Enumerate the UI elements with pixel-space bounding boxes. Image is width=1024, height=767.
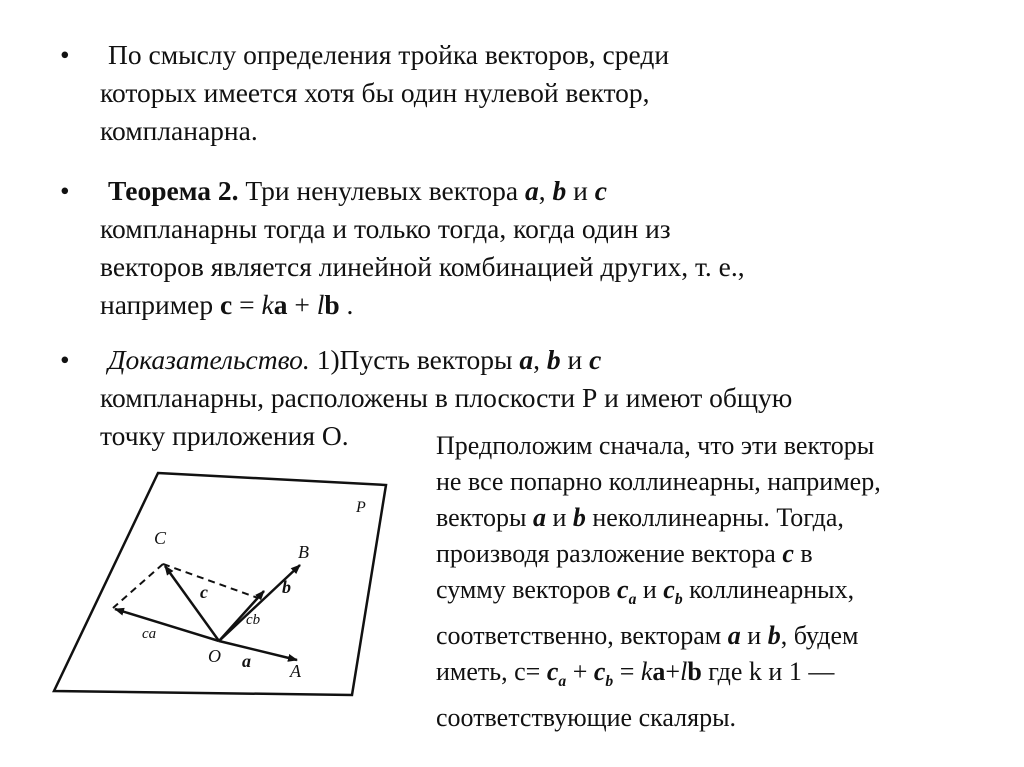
bullet-1-line-1: По смыслу определения тройка векторов, среди <box>108 39 670 70</box>
vector-c: c <box>589 344 602 375</box>
vector-a: a <box>519 344 534 375</box>
side-line-6: соответственно, векторам a и b, будем <box>436 621 859 651</box>
side-paragraph <box>436 428 1006 736</box>
theorem-label: Теорема 2. <box>108 175 239 206</box>
bullet-2-line-2: компланарны тогда и только тогда, когда один из <box>100 213 671 244</box>
point-label-o: O <box>208 646 221 666</box>
bullet-1 <box>60 36 990 150</box>
vector-b: b <box>552 175 567 206</box>
side-line-8: соответствующие скаляры. <box>436 703 737 733</box>
bullet-dot: • <box>60 175 70 206</box>
bullet-2-line-1: Теорема 2. Три ненулевых вектора a, b и c <box>108 175 607 206</box>
bullet-2 <box>60 172 990 324</box>
side-line-1: Предположим сначала, что эти векторы <box>436 431 875 460</box>
vector-label-c: c <box>200 582 208 602</box>
plane-label-p: P <box>356 499 366 516</box>
vector-label-ca: ca <box>142 626 157 642</box>
vector-label-a: a <box>242 651 251 671</box>
bullet-2-line-4: например c = ka + lb . <box>100 289 354 320</box>
side-line-2: не все попарно коллинеарны, например, <box>436 467 881 496</box>
proof-label: Доказательство. <box>108 344 310 375</box>
side-line-3: векторы a и b неколлинеарны. Тогда, <box>436 503 844 532</box>
vector-a-line <box>219 641 297 660</box>
side-line-5: сумму векторов $c_a$ и $c_b$ коллинеарных, <box>436 575 855 609</box>
vector-c: c <box>594 175 607 206</box>
vector-ca-line <box>115 609 219 641</box>
vector-a: a <box>524 175 539 206</box>
bullet-3-line-2: компланарны, расположены в плоскости Р и имеют общую <box>100 382 793 413</box>
vector-plane-figure <box>50 470 440 720</box>
point-label-b: B <box>298 542 309 562</box>
formula-c: c <box>219 289 233 320</box>
vector-c-line <box>165 566 219 641</box>
bullet-1-line-3: компланарна. <box>100 115 258 146</box>
vector-label-b: b <box>282 577 291 597</box>
bullet-1-line-2: которых имеется хотя бы один нулевой вектор, <box>100 77 650 108</box>
bullet-dot: • <box>60 39 70 70</box>
bullet-3-line-3: точку приложения О. <box>100 420 349 451</box>
side-line-7: иметь, $с= c_a + c_b = ka+lb$ где k и 1 — <box>436 657 835 691</box>
side-line-4: производя разложение вектора c в <box>436 539 813 568</box>
vector-label-cb: cb <box>246 612 261 628</box>
point-label-c: C <box>154 528 167 548</box>
vector-b: b <box>546 344 561 375</box>
point-label-a: A <box>290 661 301 681</box>
bullet-2-line-3: векторов является линейной комбинацией других, т. е., <box>100 251 745 282</box>
bullet-dot: • <box>60 344 70 375</box>
bullet-3-line-1: Доказательство. 1)Пусть векторы a, b и c <box>108 344 602 375</box>
dashed-line-c-to-ca <box>113 564 163 608</box>
